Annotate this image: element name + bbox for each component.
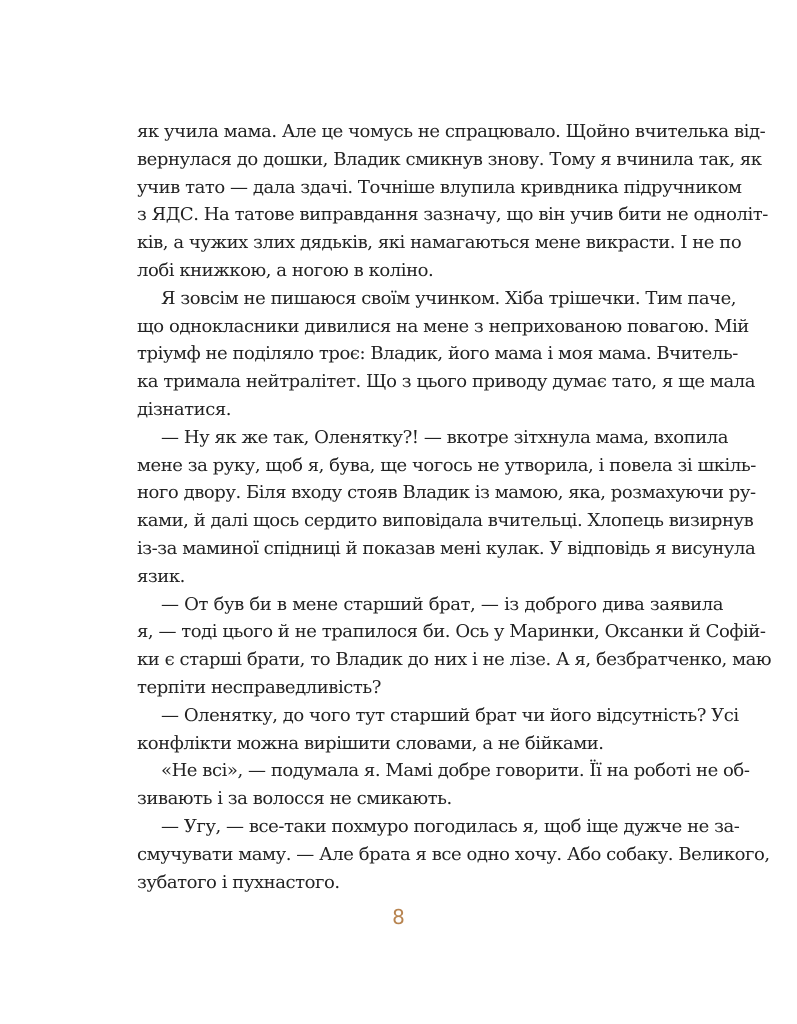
text-line: Я зовсім не пишаюся своїм учинком. Хіба трішечки. Тим паче, — [161, 287, 737, 309]
page-number: 8 — [392, 905, 405, 929]
text-line: ками, й далі щось сердито виповідала вчительці. Хлопець визирнув — [137, 510, 754, 532]
text-line: тріумф не поділяло троє: Владик, його мама і моя мама. Вчитель- — [137, 343, 738, 365]
text-line: конфлікти можна вирішити словами, а не бійками. — [137, 732, 604, 754]
text-line: зивають і за волосся не смикають. — [137, 788, 452, 810]
text-line: як учила мама. Але це чомусь не спрацювало. Щойно вчителька від- — [137, 121, 766, 142]
text-line: учив тато — дала здачі. Точніше влупила кривдника підручником — [137, 176, 742, 198]
text-line: ного двору. Біля входу стояв Владик із мамою, яка, розмахуючи ру- — [137, 482, 756, 504]
text-line: смучувати маму. — Але брата я все одно хочу. Або собаку. Великого, — [137, 843, 770, 865]
text-line: ки є старші брати, то Владик до них і не лізе. А я, безбратченко, маю — [137, 649, 772, 671]
text-line: — От був би в мене старший брат, — із доброго дива заявила — [161, 593, 723, 615]
text-line: лобі книжкою, а ногою в коліно. — [137, 259, 434, 281]
text-line: ків, а чужих злих дядьків, які намагаються мене викрасти. І не по — [137, 232, 742, 254]
text-line: зубатого і пухнастого. — [137, 871, 340, 893]
text-line: язик. — [137, 565, 185, 587]
text-line: мене за руку, щоб я, бува, ще чогось не утворила, і повела зі шкіль- — [137, 454, 756, 476]
text-line: що однокласники дивилися на мене з неприхованою повагою. Мій — [137, 315, 749, 337]
text-line: дізнатися. — [137, 398, 231, 420]
text-line: я, — тоді цього й не трапилося би. Ось у Маринки, Оксанки й Софій- — [137, 621, 766, 643]
text-line: ка тримала нейтралітет. Що з цього приводу думає тато, я ще мала — [137, 371, 756, 393]
text-line: — Ну як же так, Оленятку?! — вкотре зітхнула мама, вхопила — [161, 426, 729, 448]
text-line: з ЯДС. На татове виправдання зазначу, що він учив бити не одноліт- — [137, 204, 768, 226]
text-line: вернулася до дошки, Владик смикнув знову. Тому я вчинила так, як — [137, 148, 762, 170]
text-line: — Угу, — все-таки похмуро погодилась я, щоб іще дужче не за- — [161, 815, 740, 837]
text-line: — Оленятку, до чого тут старший брат чи його відсутність? Усі — [161, 704, 739, 726]
text-line: «Не всі», — подумала я. Мамі добре говорити. Її на роботі не об- — [161, 760, 750, 782]
text-line: із-за маминої спідниці й показав мені кулак. У відповідь я висунула — [137, 537, 756, 559]
body-text — [137, 118, 772, 896]
text-line: терпіти несправедливість? — [137, 676, 381, 698]
